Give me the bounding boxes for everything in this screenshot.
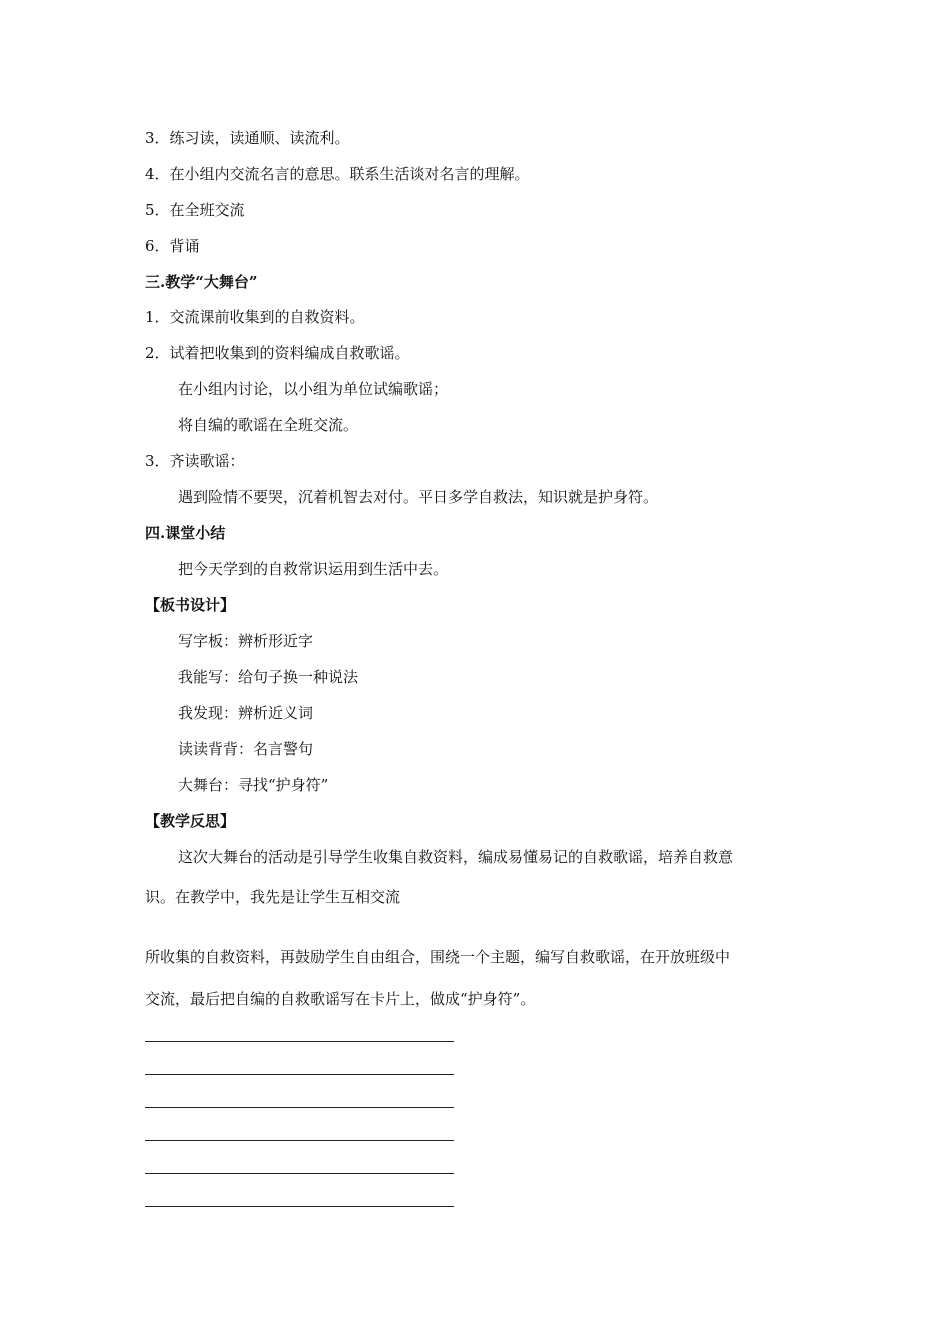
board-item-i-discover: 我发现：辨析近义词 bbox=[178, 704, 314, 722]
teaching-reflection-heading: 【教学反思】 bbox=[145, 812, 236, 830]
blank-rule-line bbox=[145, 1074, 454, 1075]
step-5-class-exchange: 5．在全班交流 bbox=[145, 201, 245, 219]
section-3-step-2-detail-b: 将自编的歌谣在全班交流。 bbox=[178, 416, 359, 434]
blank-rule-line bbox=[145, 1107, 454, 1108]
board-design-heading: 【板书设计】 bbox=[145, 596, 236, 614]
blank-rule-line bbox=[145, 1041, 454, 1042]
blank-rule-line bbox=[145, 1173, 454, 1174]
board-item-writing-board: 写字板：辨析形近字 bbox=[178, 632, 314, 650]
ballad-text: 遇到险情不要哭，沉着机智去对付。平日多学自救法，知识就是护身符。 bbox=[178, 488, 659, 506]
reflection-line-2: 识。在教学中，我先是让学生互相交流 bbox=[145, 888, 401, 906]
section-3-step-3: 3．齐读歌谣： bbox=[145, 452, 245, 470]
section-3-heading: 三.教学“大舞台” bbox=[145, 273, 258, 291]
step-4-group-discussion: 4．在小组内交流名言的意思。联系生活谈对名言的理解。 bbox=[145, 165, 530, 183]
reflection-line-4: 交流，最后把自编的自救歌谣写在卡片上，做成“护身符”。 bbox=[145, 990, 536, 1008]
reflection-line-3: 所收集的自救资料，再鼓励学生自由组合，围绕一个主题，编写自救歌谣，在开放班级中 bbox=[145, 948, 731, 966]
step-6-recite: 6．背诵 bbox=[145, 237, 200, 255]
section-4-summary: 把今天学到的自救常识运用到生活中去。 bbox=[178, 560, 449, 578]
board-item-big-stage: 大舞台：寻找“护身符” bbox=[178, 776, 329, 794]
board-item-i-can-write: 我能写：给句子换一种说法 bbox=[178, 668, 359, 686]
section-3-step-2: 2．试着把收集到的资料编成自救歌谣。 bbox=[145, 344, 410, 362]
reflection-line-1: 这次大舞台的活动是引导学生收集自救资料，编成易懂易记的自救歌谣，培养自救意 bbox=[178, 848, 734, 866]
blank-rule-line bbox=[145, 1140, 454, 1141]
section-3-step-1: 1．交流课前收集到的自救资料。 bbox=[145, 308, 365, 326]
section-3-step-2-detail-a: 在小组内讨论，以小组为单位试编歌谣； bbox=[178, 380, 449, 398]
step-3-practice-reading: 3．练习读，读通顺、读流利。 bbox=[145, 129, 350, 147]
blank-rule-line bbox=[145, 1206, 454, 1207]
section-4-heading: 四.课堂小结 bbox=[145, 524, 226, 542]
board-item-read-recite: 读读背背：名言警句 bbox=[178, 740, 314, 758]
